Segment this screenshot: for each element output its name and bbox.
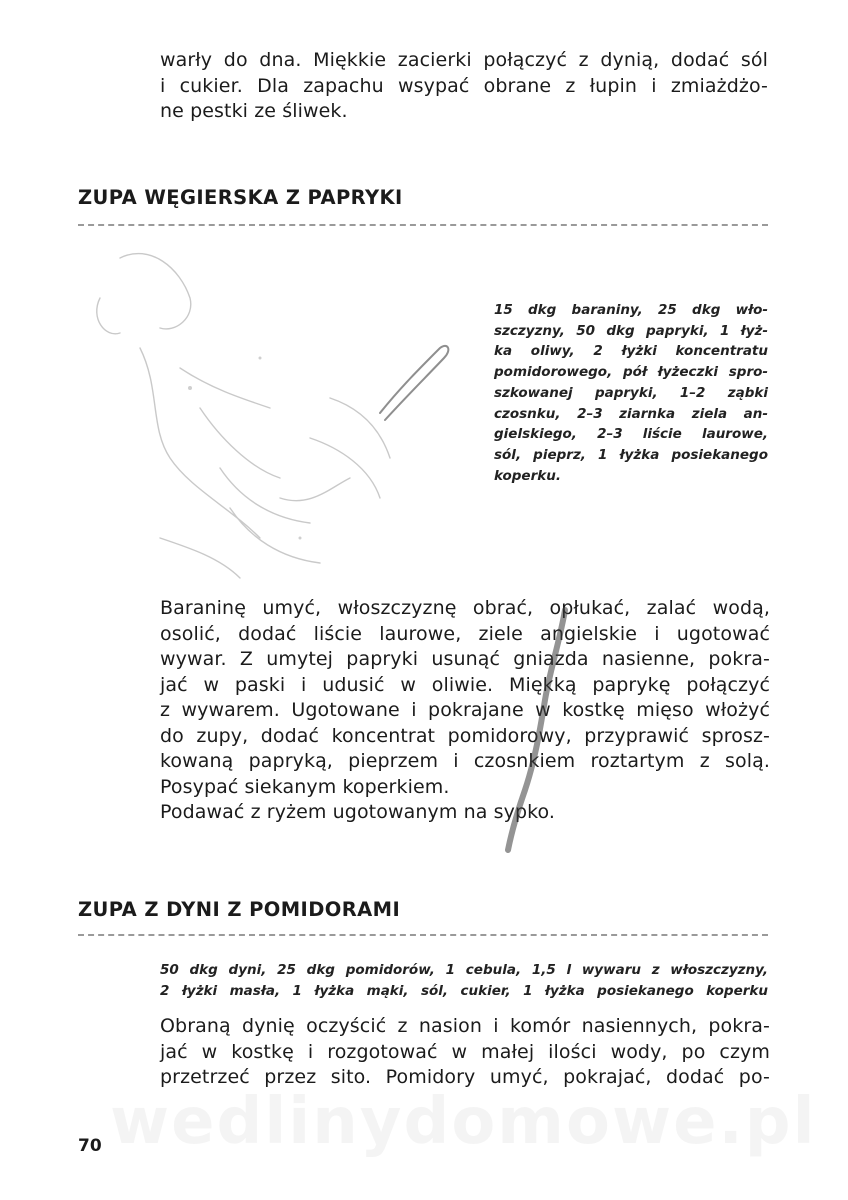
cooking-illustration: [80, 238, 480, 588]
text-line: jać w paski i udusić w oliwie. Miękką paprykę połączyć: [160, 673, 770, 696]
ingredient-line: sól, pieprz, 1 łyżka posiekanego: [494, 446, 768, 463]
ingredient-line: czosnku, 2–3 ziarnka ziela an-: [494, 405, 768, 422]
ink-smudge: [490, 600, 600, 860]
ingredient-line: szczyzny, 50 dkg papryki, 1 łyż-: [494, 322, 768, 339]
text-line: przetrzeć przez sito. Pomidory umyć, pokrajać, dodać po-: [160, 1066, 770, 1088]
ingredient-line: szkowanej papryki, 1–2 ząbki: [494, 384, 768, 401]
ingredient-line: gielskiego, 2–3 liście laurowe,: [494, 426, 768, 443]
text-line: kowaną papryką, pieprzem i czosnkiem roztartym z solą.: [160, 750, 770, 772]
section-divider: [78, 934, 768, 936]
section-title-pumpkin-tomato-soup: ZUPA Z DYNI Z POMIDORAMI: [78, 898, 401, 921]
page-number: 70: [78, 1136, 102, 1156]
text-line: Obraną dynię oczyścić z nasion i komór nasiennych, pokra-: [160, 1015, 770, 1037]
text-line: Podawać z ryżem ugotowanym na sypko.: [160, 801, 556, 823]
text-line: osolić, dodać liście laurowe, ziele angielskie i ugotować: [160, 622, 770, 645]
text-line: Posypać siekanym koperkiem.: [160, 775, 450, 798]
text-line: wywar. Z umytej papryki usunąć gniazda nasienne, pokra-: [160, 648, 770, 670]
text-line: warły do dna. Miękkie zacierki połączyć z dynią, dodać sól: [160, 49, 768, 71]
top-paragraph: [160, 48, 768, 125]
text-line: Baraninę umyć, włoszczyznę obrać, opłukać, zalać wodą,: [160, 597, 770, 619]
recipe-body-hungarian: [160, 596, 770, 826]
recipe-body-pumpkin: [160, 1014, 770, 1091]
ingredient-line: 50 dkg dyni, 25 dkg pomidorów, 1 cebula, 1,5 l wywaru z włoszczyzny,: [160, 962, 768, 978]
text-line: jać w kostkę i rozgotować w małej ilości wody, po czym: [160, 1040, 770, 1063]
section-divider: [78, 224, 768, 226]
text-line: i cukier. Dla zapachu wsypać obrane z łupin i zmiażdżo-: [160, 74, 768, 97]
ingredients-list-hungarian: [494, 300, 768, 486]
ingredient-line: ka oliwy, 2 łyżki koncentratu: [494, 343, 768, 360]
text-line: do zupy, dodać koncentrat pomidorowy, przyprawić sprosz-: [160, 724, 770, 747]
section-title-hungarian-pepper-soup: ZUPA WĘGIERSKA Z PAPRYKI: [78, 186, 403, 209]
text-line: ne pestki ze śliwek.: [160, 100, 348, 122]
text-line: z wywarem. Ugotowane i pokrajane w kostkę mięso włożyć: [160, 699, 770, 721]
ingredient-line: pomidorowego, pół łyżeczki spro-: [494, 364, 768, 381]
ingredient-line: 15 dkg baraniny, 25 dkg wło-: [494, 302, 768, 318]
ingredient-line: koperku.: [494, 467, 561, 484]
ingredient-line: 2 łyżki masła, 1 łyżka mąki, sól, cukier, 1 łyżka posiekanego koperku: [160, 983, 768, 999]
ingredients-list-pumpkin: [160, 960, 768, 1002]
watermark: [110, 1085, 817, 1159]
